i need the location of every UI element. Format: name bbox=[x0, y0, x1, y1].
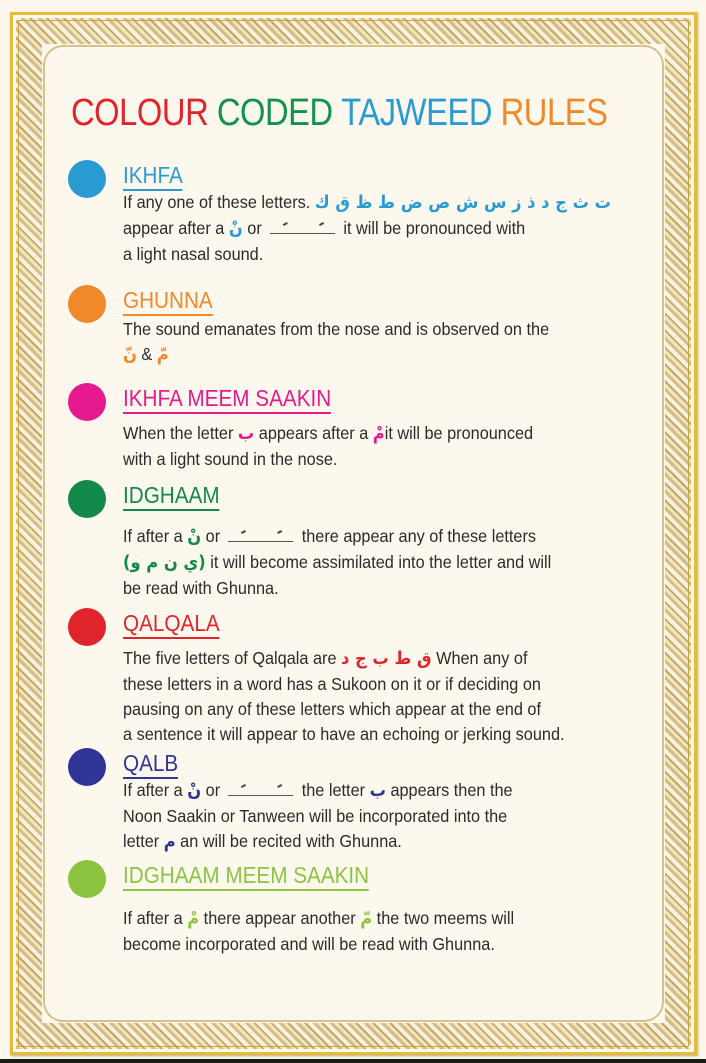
description-line: pausing on any of these letters which appear at the end of bbox=[123, 699, 542, 719]
title-word-coded: CODED bbox=[216, 92, 333, 134]
description-line: letter م an will be recited with Ghunna. bbox=[123, 831, 402, 852]
rule-heading-text: GHUNNA bbox=[123, 286, 213, 316]
description-line: (ي ن م و) it will become assimilated into the letter and will bbox=[123, 552, 552, 573]
rule-description bbox=[123, 646, 644, 747]
rule-heading bbox=[123, 608, 220, 639]
tanween-marks-icon bbox=[228, 781, 293, 796]
arabic-letters: (ي ن م و) bbox=[123, 553, 206, 573]
rule-heading bbox=[123, 160, 183, 191]
color-dot-icon bbox=[68, 860, 106, 898]
rule-description bbox=[123, 190, 644, 267]
description-line: a sentence it will appear to have an echoing or jerking sound. bbox=[123, 724, 565, 744]
color-dot-icon bbox=[68, 748, 106, 786]
arabic-letters: مّ bbox=[360, 909, 373, 929]
arabic-letters: ت ث ج د ذ ز س ش ص ض ط ظ ق ك bbox=[314, 193, 611, 213]
description-line: نّ & مّ bbox=[123, 344, 169, 365]
description-line: If after a نْ or there appear any of these letters bbox=[123, 526, 537, 547]
arabic-letters: نْ bbox=[228, 219, 243, 239]
description-line: The five letters of Qalqala are ق ط ب ج د When any of bbox=[123, 648, 528, 669]
color-dot-icon bbox=[68, 383, 106, 421]
rule-heading bbox=[123, 383, 331, 414]
rule-description bbox=[123, 317, 644, 368]
description-line: appear after a نْ or it will be pronounced with bbox=[123, 218, 526, 239]
arabic-letters: مْ bbox=[372, 424, 385, 444]
description-line: If any one of these letters. ت ث ج د ذ ز س ش ص ض ط ظ ق ك bbox=[123, 192, 611, 213]
title-word-colour: COLOUR bbox=[71, 92, 209, 134]
arabic-letters: نْ bbox=[187, 781, 202, 801]
color-dot-icon bbox=[68, 160, 106, 198]
rule-description bbox=[123, 778, 644, 855]
description-line: If after a مْ there appear another مّ the two meems will bbox=[123, 908, 515, 929]
arabic-letters: نْ bbox=[187, 527, 202, 547]
arabic-letters: ب bbox=[237, 424, 255, 444]
description-line: The sound emanates from the nose and is observed on the bbox=[123, 319, 550, 339]
color-dot-icon bbox=[68, 608, 106, 646]
rule-heading-text: IDGHAAM bbox=[123, 481, 220, 511]
arabic-letters: م bbox=[163, 832, 176, 852]
arabic-letters: ب bbox=[369, 781, 386, 801]
description-line: a light nasal sound. bbox=[123, 244, 264, 264]
arabic-letters: مّ bbox=[156, 345, 169, 365]
description-line: be read with Ghunna. bbox=[123, 578, 279, 598]
rule-heading bbox=[123, 285, 213, 316]
rule-heading-text: IKHFA MEEM SAAKIN bbox=[123, 384, 331, 414]
rule-description bbox=[123, 421, 644, 472]
page-title bbox=[71, 92, 616, 135]
description-line: these letters in a word has a Sukoon on it or if deciding on bbox=[123, 674, 541, 694]
tanween-marks-icon bbox=[270, 219, 335, 234]
rule-heading bbox=[123, 860, 369, 891]
arabic-letters: مْ bbox=[187, 909, 200, 929]
rule-heading bbox=[123, 748, 178, 779]
description-line: When the letter ب appears after a مْit will be pronounced bbox=[123, 423, 534, 444]
color-dot-icon bbox=[68, 285, 106, 323]
description-line: If after a نْ or the letter ب appears then the bbox=[123, 780, 513, 801]
description-line: Noon Saakin or Tanween will be incorporated into the bbox=[123, 806, 508, 826]
rule-description bbox=[123, 906, 644, 957]
arabic-letters: نّ bbox=[123, 345, 137, 365]
rule-heading-text: QALB bbox=[123, 749, 178, 779]
arabic-letters: ق ط ب ج د bbox=[341, 649, 432, 669]
title-word-tajweed: TAJWEED bbox=[341, 92, 493, 134]
title-word-rules: RULES bbox=[500, 92, 608, 134]
description-line: become incorporated and will be read with Ghunna. bbox=[123, 934, 495, 954]
rule-heading-text: IKHFA bbox=[123, 161, 183, 191]
rule-heading-text: QALQALA bbox=[123, 609, 220, 639]
rule-heading bbox=[123, 480, 220, 511]
rule-heading-text: IDGHAAM MEEM SAAKIN bbox=[123, 861, 369, 891]
color-dot-icon bbox=[68, 480, 106, 518]
tanween-marks-icon bbox=[228, 527, 293, 542]
rule-description bbox=[123, 524, 644, 601]
description-line: with a light sound in the nose. bbox=[123, 449, 338, 469]
